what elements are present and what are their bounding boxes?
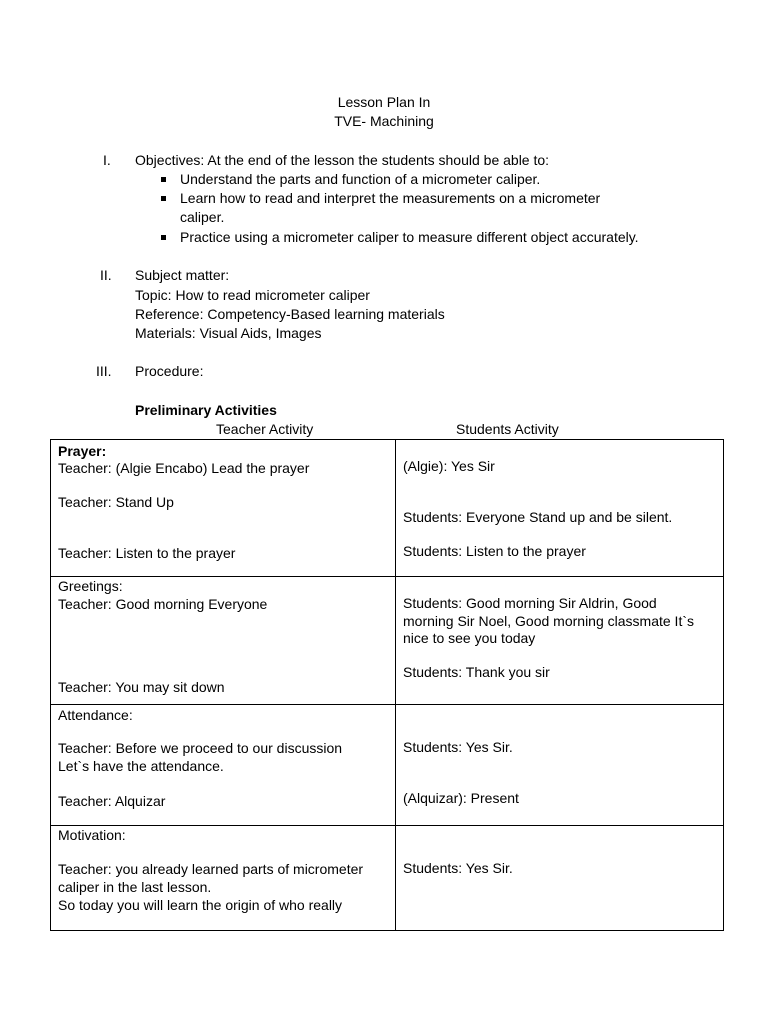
activity-table xyxy=(50,439,724,931)
teacher-line: Teacher: Good morning Everyone xyxy=(58,596,268,612)
objective-item: Understand the parts and function of a micrometer caliper. xyxy=(180,171,541,187)
teacher-cell-motivation xyxy=(51,826,396,931)
student-line: Students: Everyone Stand up and be silent. xyxy=(403,509,673,525)
student-line: (Alquizar): Present xyxy=(403,790,519,806)
teacher-line: Teacher: You may sit down xyxy=(58,679,225,695)
students-cell-motivation xyxy=(396,826,724,931)
objective-item: Learn how to read and interpret the measurements on a micrometer xyxy=(180,190,601,206)
row-label-greetings: Greetings: xyxy=(58,578,123,594)
teacher-line: Teacher: you already learned parts of micrometer xyxy=(58,861,364,877)
objectives-heading: Objectives: At the end of the lesson the students should be able to: xyxy=(135,152,550,168)
subject-topic: Topic: How to read micrometer caliper xyxy=(135,287,370,303)
student-line: Students: Yes Sir. xyxy=(403,739,513,755)
objectives-numeral: I. xyxy=(103,152,111,168)
teacher-line: Let`s have the attendance. xyxy=(58,758,224,774)
column-header-students: Students Activity xyxy=(456,421,559,437)
teacher-line: So today you will learn the origin of who really xyxy=(58,897,343,913)
row-label-attendance: Attendance: xyxy=(58,707,133,723)
preliminary-heading: Preliminary Activities xyxy=(135,402,277,418)
title-line-2: TVE- Machining xyxy=(334,113,434,129)
row-label-motivation: Motivation: xyxy=(58,827,126,843)
teacher-line: Teacher: Alquizar xyxy=(58,793,166,809)
teacher-cell-prayer xyxy=(51,440,396,577)
procedure-numeral: III. xyxy=(96,363,112,379)
column-header-teacher: Teacher Activity xyxy=(216,421,314,437)
teacher-line: caliper in the last lesson. xyxy=(58,879,212,895)
teacher-cell-attendance xyxy=(51,705,396,826)
teacher-line: Teacher: (Algie Encabo) Lead the prayer xyxy=(58,460,310,476)
teacher-cell-greetings xyxy=(51,577,396,705)
students-cell-prayer xyxy=(396,440,724,577)
table-row xyxy=(51,577,724,705)
subject-matter-heading: Subject matter: xyxy=(135,267,230,283)
student-line: Students: Good morning Sir Aldrin, Good xyxy=(403,595,657,611)
subject-reference: Reference: Competency-Based learning materials xyxy=(135,306,445,322)
student-line: nice to see you today xyxy=(403,630,536,646)
student-line: Students: Listen to the prayer xyxy=(403,543,586,559)
objective-item-continuation: caliper. xyxy=(180,209,225,225)
student-line: (Algie): Yes Sir xyxy=(403,458,495,474)
bullet-icon xyxy=(161,177,166,182)
objective-item: Practice using a micrometer caliper to measure different object accurately. xyxy=(180,229,639,245)
subject-materials: Materials: Visual Aids, Images xyxy=(135,325,322,341)
table-row xyxy=(51,705,724,826)
table-row xyxy=(51,440,724,577)
table-row xyxy=(51,826,724,931)
title-line-1: Lesson Plan In xyxy=(337,94,431,110)
teacher-line: Teacher: Before we proceed to our discussion xyxy=(58,740,343,756)
subject-matter-numeral: II. xyxy=(100,267,112,283)
bullet-icon xyxy=(161,235,166,240)
student-line: morning Sir Noel, Good morning classmate It`s xyxy=(403,613,694,629)
procedure-heading: Procedure: xyxy=(135,363,204,379)
student-line: Students: Yes Sir. xyxy=(403,860,513,876)
bullet-icon xyxy=(161,196,166,201)
teacher-line: Teacher: Stand Up xyxy=(58,494,174,510)
students-cell-attendance xyxy=(396,705,724,826)
row-label-prayer: Prayer: xyxy=(58,443,107,459)
teacher-line: Teacher: Listen to the prayer xyxy=(58,545,236,561)
students-cell-greetings xyxy=(396,577,724,705)
student-line: Students: Thank you sir xyxy=(403,664,550,680)
